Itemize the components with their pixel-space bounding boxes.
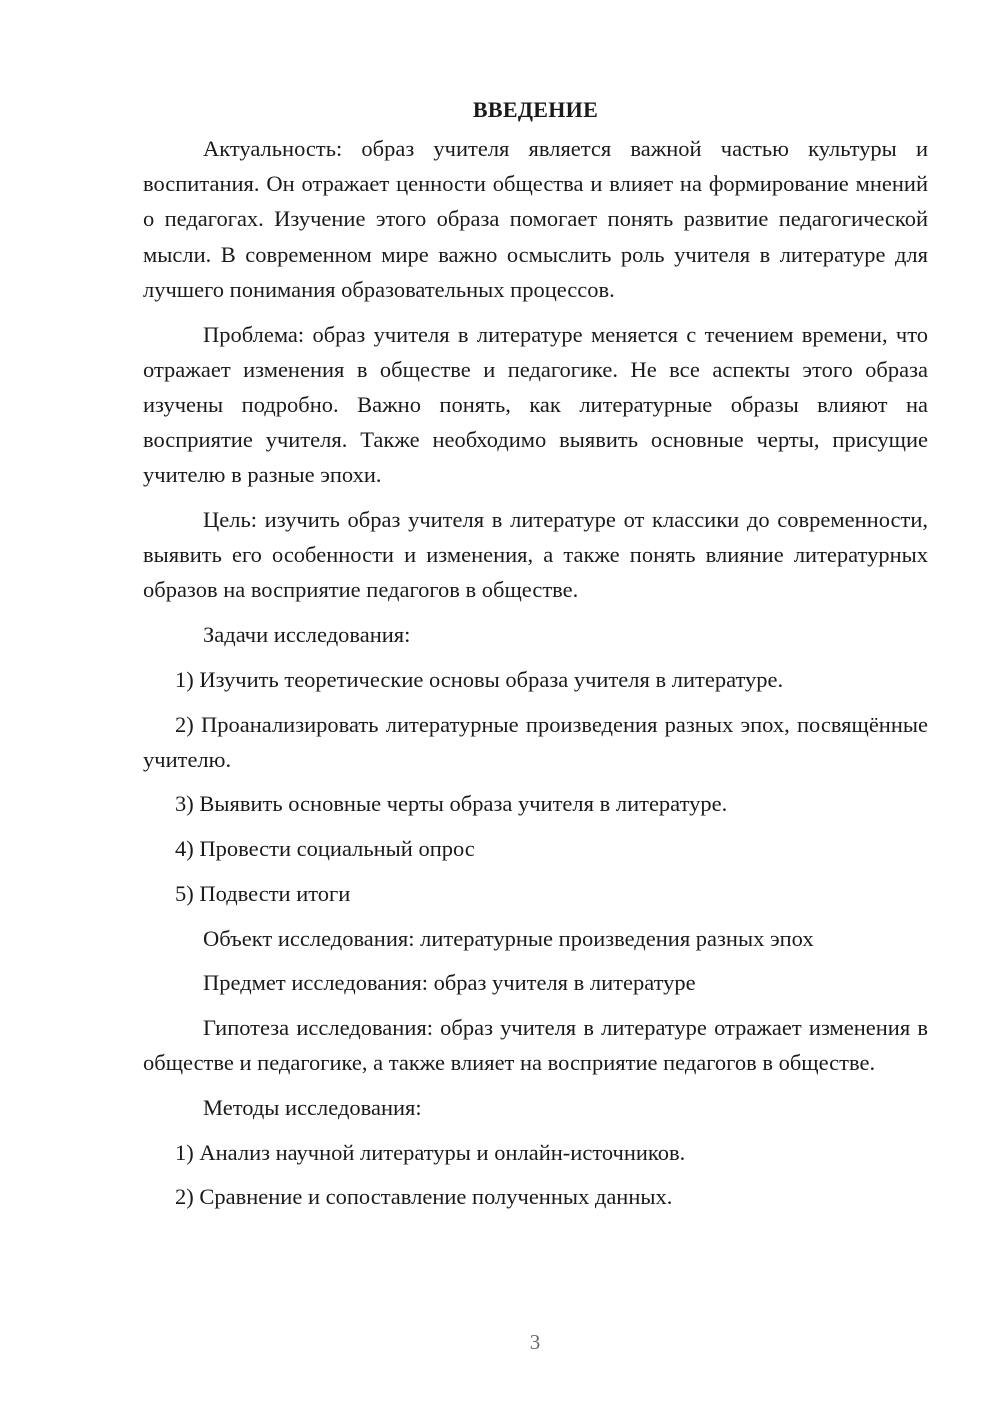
subject-paragraph: Предмет исследования: образ учителя в литературе <box>203 970 696 996</box>
task-item-5: 5) Подвести итоги <box>175 880 351 906</box>
method-item-1: 1) Анализ научной литературы и онлайн-источников. <box>175 1139 686 1165</box>
task-item-2: 2) Проанализировать литературные произведения разных эпох, посвящённые учителю. <box>143 711 928 772</box>
tasks-title: Задачи исследования: <box>203 622 411 648</box>
page-title: ВВЕДЕНИЕ <box>472 97 599 122</box>
hypothesis-paragraph: Гипотеза исследования: образ учителя в литературе отражает изменения в обществе и педагогике, а также влияет на восприятие педагогов в обществе. <box>143 1014 928 1076</box>
page-number: 3 <box>529 1330 541 1354</box>
document-page <box>143 92 928 1214</box>
methods-title: Методы исследования: <box>203 1094 422 1120</box>
task-item-4: 4) Провести социальный опрос <box>175 836 475 862</box>
task-item-1: 1) Изучить теоретические основы образа учителя в литературе. <box>175 666 784 692</box>
problem-paragraph: Проблема: образ учителя в литературе меняется с течением времени, что отражает изменения в обществе и педагогике. Не все аспекты этого образа изучены подробно. Важно понять, как литературные образы влияют на восприятие учителя. Также необходимо выявить основные черты, присущие учителю в разные эпохи. <box>143 321 928 488</box>
relevance-paragraph: Актуальность: образ учителя является важной частью культуры и воспитания. Он отражает ценности общества и влияет на формирование мнений о педагогах. Изучение этого образа помогает понять развитие педагогической мысли. В современном мире важно осмыслить роль учителя в литературе для лучшего понимания образовательных процессов. <box>143 136 928 302</box>
task-item-3: 3) Выявить основные черты образа учителя в литературе. <box>175 791 728 817</box>
object-paragraph: Объект исследования: литературные произведения разных эпох <box>203 925 814 951</box>
method-item-2: 2) Сравнение и сопоставление полученных данных. <box>175 1184 673 1210</box>
goal-paragraph: Цель: изучить образ учителя в литературе от классики до современности, выявить его особенности и изменения, а также понять влияние литературных образов на восприятие педагогов в обществе. <box>143 507 928 603</box>
